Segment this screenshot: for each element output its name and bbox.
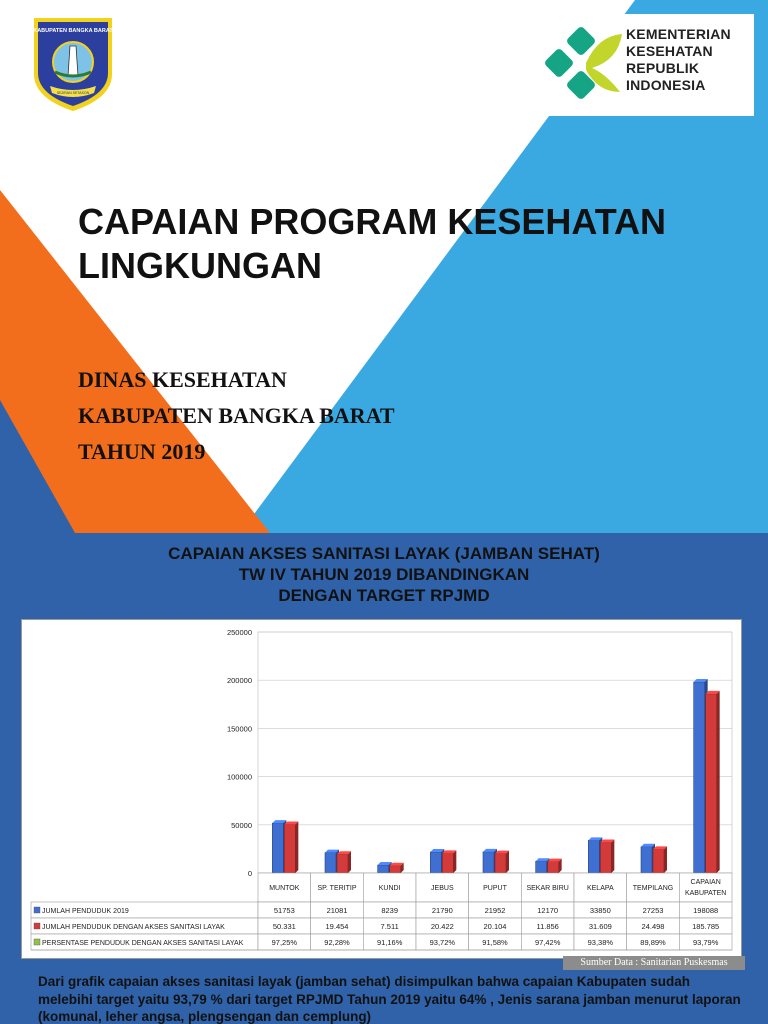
data-cell-value: 21081	[326, 906, 348, 915]
y-tick-label: 250000	[226, 628, 252, 637]
data-cell-value: 50.331	[272, 922, 296, 931]
y-tick-label: 150000	[226, 724, 252, 734]
bar	[325, 853, 336, 873]
chart-slide	[0, 533, 768, 1024]
y-tick-label: 0	[247, 869, 252, 878]
category-label: MUNTOK	[269, 885, 300, 892]
bar	[548, 862, 559, 873]
data-cell-value: 51753	[273, 906, 295, 915]
category-label: SP. TERITIP	[317, 885, 357, 892]
data-cell-value: 12170	[537, 906, 559, 915]
legend-label: JUMLAH PENDUDUK 2019	[42, 908, 129, 915]
bar	[495, 854, 506, 873]
title-line-1: CAPAIAN PROGRAM KESEHATAN	[78, 201, 667, 242]
monument-icon	[68, 46, 78, 76]
conclusion-text: Dari grafik capaian akses sanitasi layak (jamban sehat) disimpulkan bahwa capaian Kabupaten sudah melebihi target yaitu 93,79 % dari target RPJMD Tahun 2019 yaitu 64% , Jenis sarana jamban menurut laporan (komunal, leher angsa, plengsengan dan cemplung)	[38, 974, 741, 1024]
data-cell-value: 27253	[642, 906, 664, 915]
data-cell-value: 11.856	[536, 922, 559, 931]
bar-side	[348, 851, 351, 873]
bar-side	[295, 821, 298, 873]
category-label: KELAPA	[586, 885, 614, 892]
bar	[706, 694, 717, 873]
data-cell-value: 89,89%	[640, 938, 666, 947]
legend-swatch	[34, 939, 40, 945]
data-cell-value: 91,16%	[376, 938, 403, 947]
legend-label: PERSENTASE PENDUDUK DENGAN AKSES SANITASI LAYAK	[42, 940, 244, 947]
kemenkes-line-3: REPUBLIK	[626, 60, 700, 76]
data-cell-value: 97,42%	[534, 938, 561, 947]
y-tick-label: 50000	[231, 820, 252, 830]
chart-title-line-1: CAPAIAN AKSES SANITASI LAYAK (JAMBAN SEHAT)	[168, 544, 600, 563]
title-line-2: LINGKUNGAN	[78, 245, 322, 286]
bar	[483, 852, 494, 873]
kemenkes-line-1: KEMENTERIAN	[626, 26, 731, 42]
bar	[442, 853, 453, 873]
chart-title-line-2: TW IV TAHUN 2019 DIBANDINGKAN	[238, 565, 530, 584]
bar	[272, 823, 283, 873]
data-cell-value: 21790	[431, 906, 453, 915]
source-note: Sumber Data : Sanitarian Puskesmas	[563, 956, 745, 970]
kemenkes-line-4: INDONESIA	[626, 77, 706, 93]
category-label: KABUPATEN	[684, 890, 727, 897]
data-cell-value: 7.511	[380, 922, 399, 931]
bar	[378, 865, 389, 873]
bar	[641, 847, 652, 873]
kemenkes-line-2: KESEHATAN	[626, 43, 713, 59]
data-cell-value: 93,38%	[587, 938, 614, 947]
slide-subtitle	[78, 362, 395, 470]
kemenkes-shape-left	[544, 47, 575, 78]
data-cell-value: 93,79%	[692, 938, 719, 947]
data-cell-value: 24.498	[641, 922, 665, 931]
slide-title	[78, 200, 698, 288]
data-cell-value: 33850	[589, 906, 611, 915]
bar-side	[664, 846, 667, 873]
kemenkes-logo	[538, 14, 754, 116]
data-cell-value: 198088	[693, 906, 719, 915]
emblem-label: KABUPATEN BANGKA BARAT	[33, 28, 113, 34]
legend-swatch	[34, 907, 40, 913]
category-label: PUPUT	[483, 885, 507, 892]
bar-side	[506, 851, 509, 873]
chart-slide-title	[0, 543, 768, 606]
data-cell-value: 21952	[484, 906, 506, 915]
data-cell-value: 8239	[381, 906, 399, 915]
chart-title-line-3: DENGAN TARGET RPJMD	[278, 586, 490, 605]
bar-side	[717, 691, 720, 873]
subtitle-line-1: DINAS KESEHATAN	[78, 367, 287, 392]
chart-container	[21, 619, 742, 959]
data-cell-value: 19.454	[325, 922, 349, 931]
kemenkes-icon	[544, 22, 626, 106]
data-cell-value: 93,72%	[429, 938, 456, 947]
data-cell-value: 31.609	[588, 922, 612, 931]
bar	[600, 843, 611, 873]
bar	[337, 854, 348, 873]
legend-label: JUMLAH PENDUDUK DENGAN AKSES SANITASI LAYAK	[42, 924, 225, 931]
category-label: JEBUS	[431, 885, 454, 892]
bar-side	[611, 840, 614, 873]
bar	[430, 852, 441, 873]
emblem-motto: SEJIRAN SETASON	[56, 91, 90, 95]
bar	[653, 849, 664, 873]
plot-area	[258, 632, 732, 873]
kemenkes-wordmark	[626, 26, 731, 94]
subtitle-line-2: KABUPATEN BANGKA BARAT	[78, 403, 395, 428]
bar	[536, 861, 547, 873]
data-cell-value: 92,28%	[324, 938, 350, 947]
category-label: CAPAIAN	[690, 879, 721, 886]
data-cell-value: 20.422	[430, 922, 454, 931]
category-label: SEKAR BIRU	[526, 885, 569, 892]
data-cell-value: 185.785	[692, 922, 720, 931]
bar	[588, 840, 599, 873]
bar	[390, 866, 401, 873]
bar	[694, 682, 705, 873]
y-tick-label: 100000	[226, 772, 252, 782]
kemenkes-shape-top	[565, 25, 596, 56]
subtitle-line-3: TAHUN 2019	[78, 439, 206, 464]
data-cell-value: 20.104	[483, 922, 507, 931]
legend-swatch	[34, 923, 40, 929]
category-label: KUNDI	[378, 885, 401, 892]
bar-chart	[22, 620, 743, 960]
data-cell-value: 91,58%	[482, 938, 508, 947]
y-tick-label: 200000	[226, 676, 252, 686]
bar-side	[453, 850, 456, 873]
bangka-barat-emblem	[30, 14, 116, 114]
category-label: TEMPILANG	[632, 885, 674, 892]
category-cell	[679, 873, 732, 902]
bar	[284, 824, 295, 873]
data-cell-value: 97,25%	[271, 938, 298, 947]
